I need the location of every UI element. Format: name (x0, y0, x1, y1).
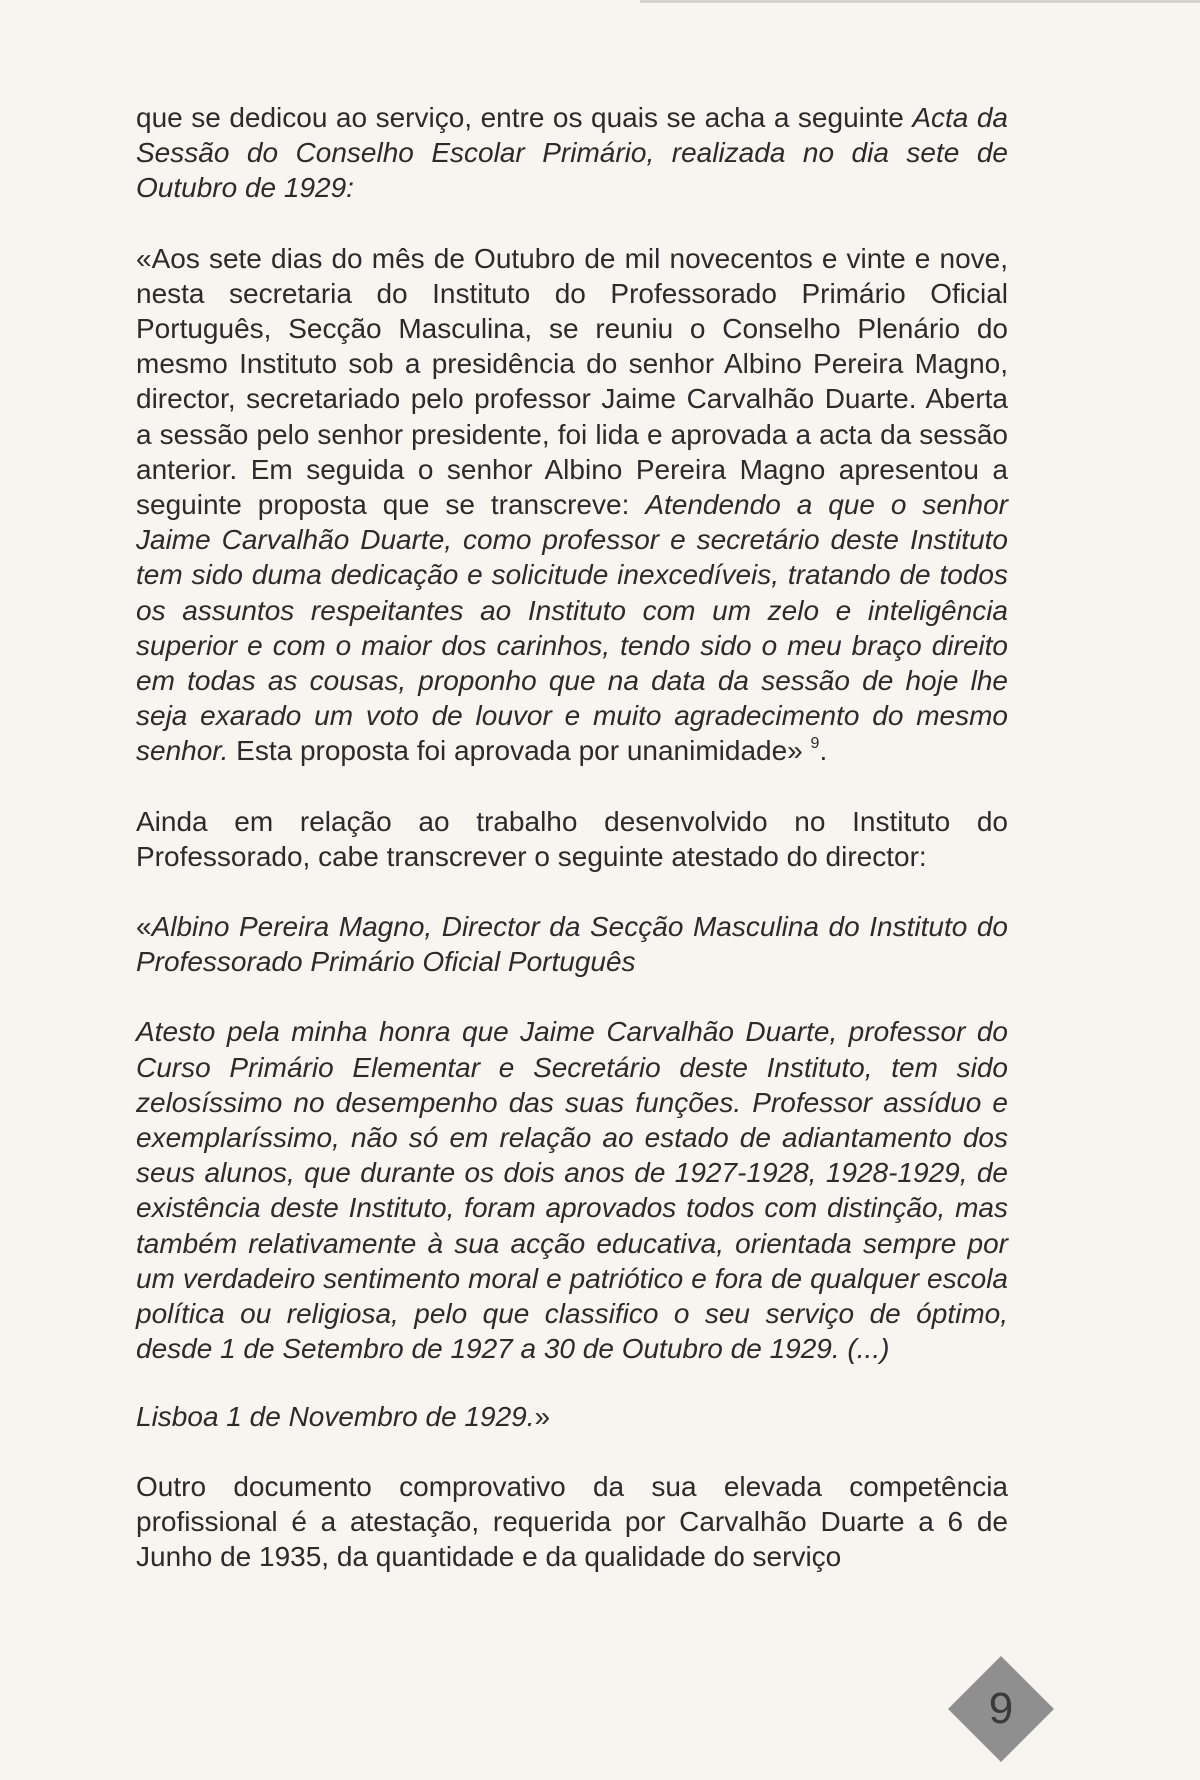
page-number: 9 (988, 1684, 1014, 1733)
acta-period: . (819, 735, 828, 767)
paragraph-acta-quote (136, 241, 1008, 769)
paragraph-relation: Ainda em relação ao trabalho desenvolvido no Instituto do Professorado, cabe transcrever o seguinte atestado do director: (136, 805, 1008, 872)
quote-open: « (136, 911, 152, 943)
paragraph-atestado-signature (136, 1399, 1008, 1434)
document-body (136, 100, 1008, 1574)
acta-proposal-italic: Atendendo a que o senhor Jaime Carvalhão Duarte, como professor e secretário deste Instituto tem sido duma dedicação e solicitude inexcedíveis, tratando de todos os assuntos respeitantes ao Instituto com um zelo e inteligência superior e com o maior dos carinhos, tendo sido o meu braço direito em todas as cousas, proponho que na data da sessão de hoje lhe seja exarado um voto de louvor e muito agradecimento do mesmo senhor. (136, 489, 1008, 767)
paragraph-atestado-body: Atesto pela minha honra que Jaime Carvalhão Duarte, professor do Curso Primário Elementar e Secretário deste Instituto, tem sido zelosíssimo no desempenho das suas funções. Professor assíduo e exemplaríssimo, não só em relação ao estado de adiantamento dos seus alunos, que durante os dois anos de 1927-1928, 1928-1929, de existência deste Instituto, foram aprovados todos com distinção, mas também relativamente à sua acção educativa, orientada sempre por um verdadeiro sentimento moral e patriótico e fora de qualquer escola política ou religiosa, pelo que classifico o seu serviço de óptimo, desde 1 de Setembro de 1927 a 30 de Outubro de 1929. (...) (136, 1016, 1008, 1365)
footnote-marker: 9 (810, 735, 820, 753)
page-edge-shadow (640, 0, 1200, 3)
signature-place-date: Lisboa 1 de Novembro de 1929. (136, 1400, 535, 1432)
acta-text: «Aos sete dias do mês de Outubro de mil novecentos e vinte e nove, nesta secretaria do Instituto do Professorado Primário Oficial Português, Secção Masculina, se reuniu o Conselho Plenário do mesmo Instituto sob a presidência do senhor Albino Pereira Magno, director, secretariado pelo professor Jaime Carvalhão Duarte. Aberta a sessão pelo senhor presidente, foi lida e aprovada a acta da sessão anterior. Em seguida o senhor Albino Pereira Magno apresentou a seguinte proposta que se transcreve: (136, 242, 1008, 521)
acta-closing-text: Esta proposta foi aprovada por unanimidade» (228, 735, 803, 767)
paragraph-intro (136, 100, 1008, 206)
intro-italic-text: Acta da Sessão do Conselho Escolar Primário, realizada no dia sete de Outubro de 1929: (136, 102, 1009, 204)
paragraph-outro-documento: Outro documento comprovativo da sua elevada competência profissional é a atestação, requerida por Carvalhão Duarte a 6 de Junho de 1935, da quantidade e da qualidade do serviço (136, 1470, 1008, 1573)
page-number-badge (946, 1654, 1056, 1764)
quote-close: » (534, 1400, 551, 1432)
intro-text: que se dedicou ao serviço, entre os quais se acha a seguinte (136, 102, 913, 133)
paragraph-atestado-heading (136, 909, 1008, 979)
atestado-heading-italic: Albino Pereira Magno, Director da Secção Masculina do Instituto do Professorado Primário Oficial Português (136, 911, 1008, 978)
